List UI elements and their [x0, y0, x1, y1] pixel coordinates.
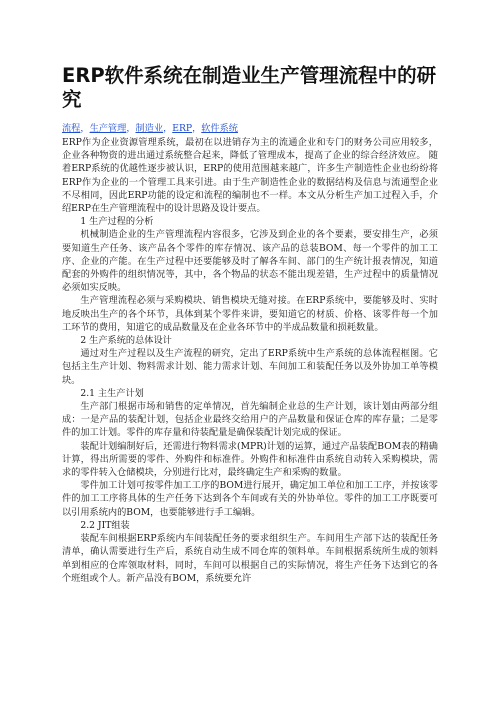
body-paragraph: 生产管理流程必须与采购模块、销售模块无缝对接。在ERP系统中，要能够及时、实时地反映出生产的各个环节，具体到某个零件来讲，要知道它的材质、价格、该零件每一个加工环节的费用，知道它的成品数量及在企业各环节中的半成品数量和损耗数量。 [62, 295, 438, 333]
subsection-heading: 2.1 主生产计划 [80, 387, 144, 399]
tag-link[interactable]: ERP [172, 123, 193, 134]
tag-separator: ， [126, 123, 136, 134]
document-title: ERP软件系统在制造业生产管理流程中的研究 [62, 64, 437, 111]
tag-separator: ， [80, 123, 90, 134]
tag-separator: ， [163, 123, 173, 134]
tag-separator: ， [192, 123, 202, 134]
body-paragraph: 机械制造企业的生产管理流程内容很多，它涉及到企业的各个要素，要安排生产，必须要知道生产任务、该产品各个零件的库存情况、该产品的总装BOM、每一个零件的加工工序、企业的产能。在生产过程中还要能够及时了解各车间、部门的生产统计报表情况，知道配套的外购件的组织情况等，其中，各个物品的状态不能出现差错，生产过程中的质量情况必须如实反映。 [62, 229, 438, 294]
tag-list [62, 122, 438, 135]
section-heading: 1 生产过程的分析 [80, 216, 154, 228]
body-paragraph: 零件加工计划可按零件加工工序的BOM进行展开，确定加工单位和加工工序，并按该零件的加工工序将具体的生产任务下达到各个车间或有关的外协单位。零件的加工工序既要可以引用系统内的BOM，也要能够进行手工编辑。 [62, 480, 438, 518]
body-paragraph: 通过对生产过程以及生产流程的研究，定出了ERP系统中生产系统的总体流程框图。它包括主生产计划、物料需求计划、能力需求计划、车间加工和装配任务以及外协加工单等模块。 [62, 348, 438, 386]
tag-link[interactable]: 生产管理 [89, 123, 127, 134]
intro-paragraph: ERP作为企业资源管理系统，最初在以进销存为主的流通企业和专门的财务公司应用较多，企业各种物资的进出通过系统整合起来，降低了管理成本，提高了企业的综合经济效应。 随着ERP系统的优越性逐步被认识，ERP的使用范围越来越广，许多生产制造性企业也纷纷将ERP作为企业的一个管理工具来引进。由于生产制造性企业的数据结构及信息与流通型企业不尽相同，因此ERP功能的设定和流程的编制也不一样。本文从分析生产加工过程入手，介绍ERP在生产管理流程中的设计思路及设计要点。 [62, 137, 438, 215]
body-paragraph: 装配计划编制好后，还需进行物料需求(MPR)计划的运算，通过产品装配BOM表的精确计算，得出所需要的零件、外购件和标准件。外购件和标准件由系统自动转入采购模块，需求的零件转入仓储模块，分别进行比对，最终确定生产和采购的数量。 [62, 440, 438, 479]
body-paragraph: 生产部门根据市场和销售的定单情况，首先编制企业总的生产计划，该计划由两部分组成：一是产品的装配计划，包括企业最终交给用户的产品数量和保证仓库的库存量；二是零件的加工计划。零件的库存量和待装配量是确保装配计划完成的保证。 [62, 401, 438, 439]
document-body [62, 136, 438, 585]
body-paragraph: 装配车间根据ERP系统内车间装配任务的要求组织生产。车间用生产部下达的装配任务清单，确认需要进行生产后，系统自动生成不同仓库的领料单。车间根据系统所生成的领料单到相应的仓库领取材料，同时，车间可以根据自己的实际情况，将生产任务下达到它的各个班组或个人。新产品没有BOM，系统要允许 [62, 533, 438, 584]
tag-link[interactable]: 软件系统 [201, 123, 238, 134]
tag-link[interactable]: 制造业 [135, 123, 164, 134]
section-heading: 2 生产系统的总体设计 [80, 335, 172, 347]
subsection-heading: 2.2 JIT组装 [80, 519, 130, 531]
tag-link[interactable]: 流程 [62, 123, 81, 134]
